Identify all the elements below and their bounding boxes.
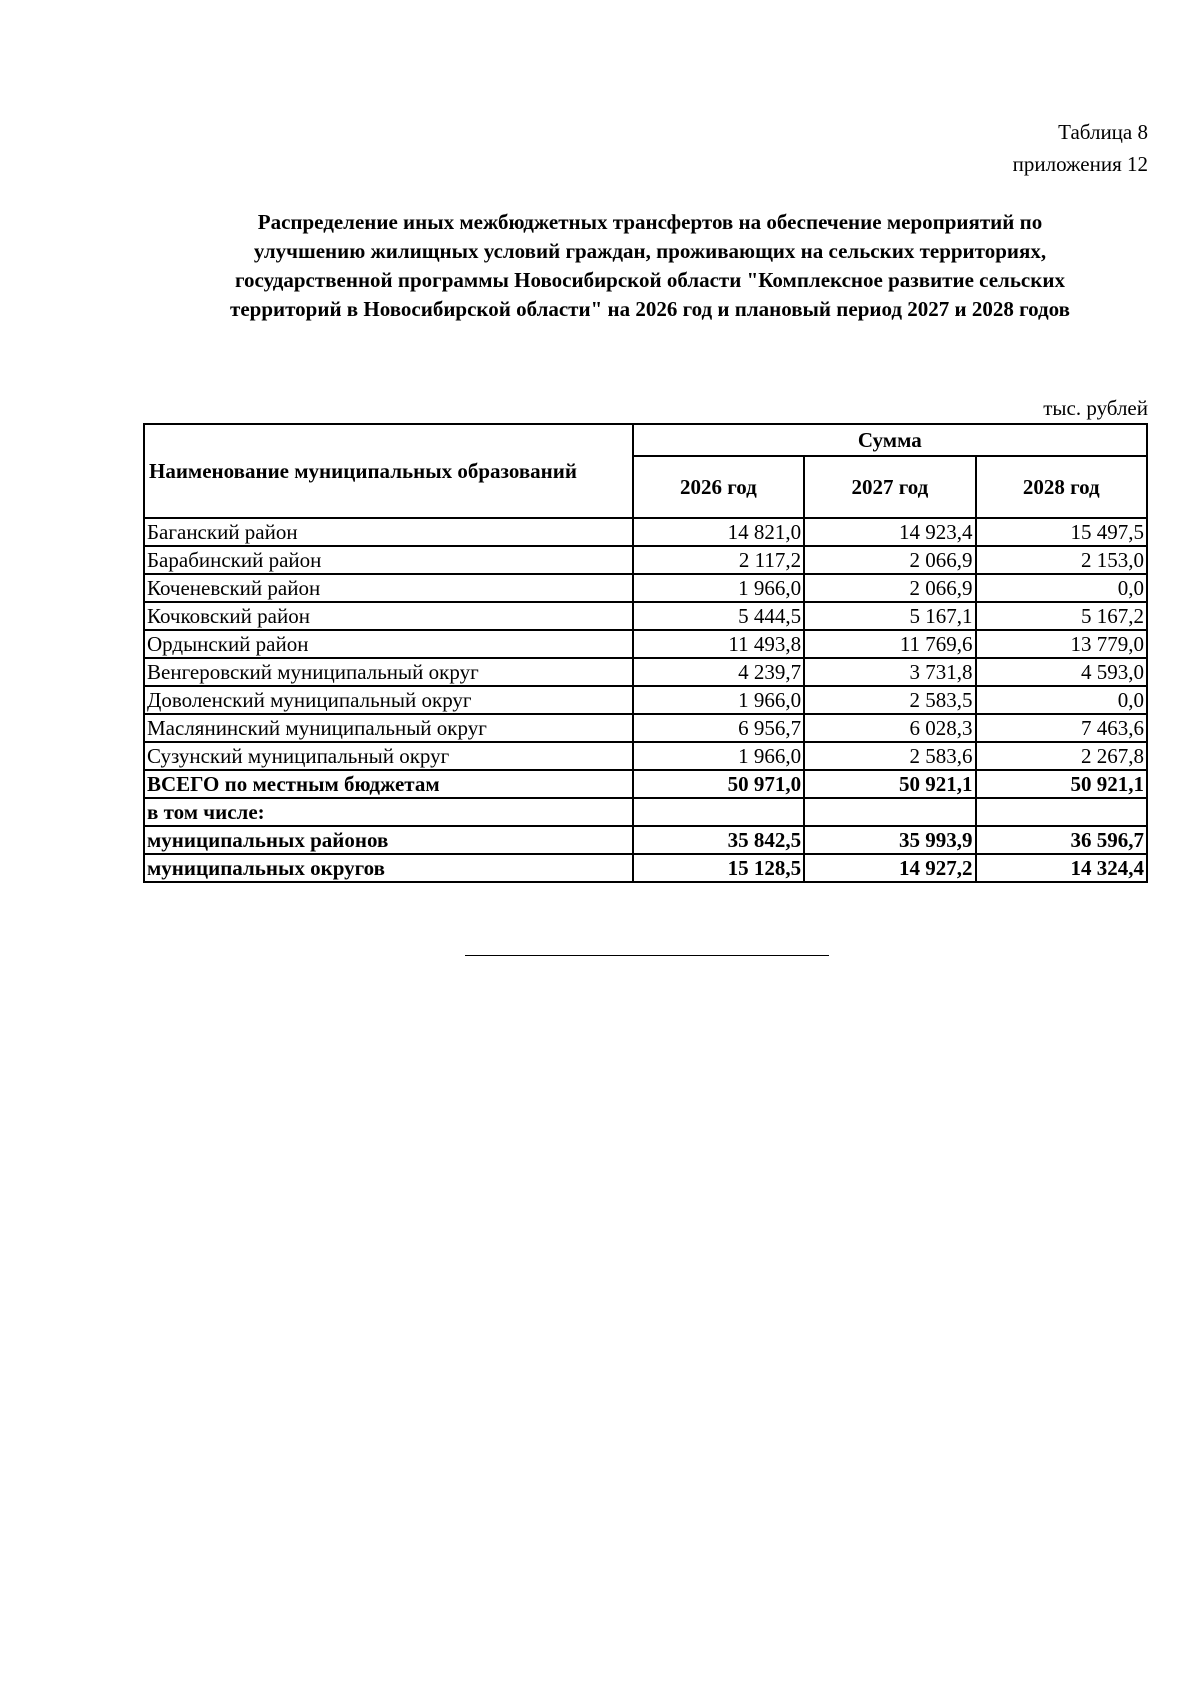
value-2028: 0,0 xyxy=(976,574,1147,602)
units-label: тыс. рублей xyxy=(1043,396,1148,420)
total-2026: 50 971,0 xyxy=(633,770,804,798)
empty-cell xyxy=(633,798,804,826)
value-2026: 1 966,0 xyxy=(633,686,804,714)
appendix-label: приложения 12 xyxy=(1012,152,1148,176)
table-row xyxy=(144,714,1147,742)
value-2026: 1 966,0 xyxy=(633,574,804,602)
year-header-2028: 2028 год xyxy=(976,456,1147,518)
row-name: Венгеровский муниципальный округ xyxy=(144,658,633,686)
name-column-header: Наименование муниципальных образований xyxy=(144,424,633,518)
year-header-2026: 2026 год xyxy=(633,456,804,518)
title-line: Распределение иных межбюджетных трансфертов на обеспечение мероприятий по xyxy=(257,210,1043,234)
table-row xyxy=(144,658,1147,686)
row-name: Барабинский район xyxy=(144,546,633,574)
sum-column-header: Сумма xyxy=(633,424,1147,456)
including-row xyxy=(144,798,1147,826)
value-2028: 13 779,0 xyxy=(976,630,1147,658)
table-row xyxy=(144,546,1147,574)
total-2028: 50 921,1 xyxy=(976,770,1147,798)
table-header-row xyxy=(144,424,1147,456)
table-row xyxy=(144,574,1147,602)
value-2028: 15 497,5 xyxy=(976,518,1147,546)
subtotal-2027: 14 927,2 xyxy=(804,854,975,882)
table-row xyxy=(144,686,1147,714)
value-2027: 6 028,3 xyxy=(804,714,975,742)
including-label: в том числе: xyxy=(144,798,633,826)
value-2027: 11 769,6 xyxy=(804,630,975,658)
document-header xyxy=(1013,116,1148,180)
value-2027: 2 583,5 xyxy=(804,686,975,714)
title-line: государственной программы Новосибирской области "Комплексное развитие сельских xyxy=(235,268,1065,292)
row-name: Коченевский район xyxy=(144,574,633,602)
value-2027: 14 923,4 xyxy=(804,518,975,546)
subtotal-2026: 35 842,5 xyxy=(633,826,804,854)
value-2026: 14 821,0 xyxy=(633,518,804,546)
value-2026: 2 117,2 xyxy=(633,546,804,574)
value-2027: 3 731,8 xyxy=(804,658,975,686)
row-name: Маслянинский муниципальный округ xyxy=(144,714,633,742)
value-2026: 11 493,8 xyxy=(633,630,804,658)
subtotal-label: муниципальных районов xyxy=(144,826,633,854)
year-header-2027: 2027 год xyxy=(804,456,975,518)
row-name: Доволенский муниципальный округ xyxy=(144,686,633,714)
subtotal-2028: 14 324,4 xyxy=(976,854,1147,882)
table-row xyxy=(144,630,1147,658)
total-label: ВСЕГО по местным бюджетам xyxy=(144,770,633,798)
value-2027: 5 167,1 xyxy=(804,602,975,630)
value-2028: 7 463,6 xyxy=(976,714,1147,742)
table-row xyxy=(144,518,1147,546)
footer-divider xyxy=(465,955,829,956)
title-line: улучшению жилищных условий граждан, проживающих на сельских территориях, xyxy=(253,239,1047,263)
row-name: Баганский район xyxy=(144,518,633,546)
subtotal-row-okrugs xyxy=(144,854,1147,882)
value-2026: 5 444,5 xyxy=(633,602,804,630)
subtotal-row-districts xyxy=(144,826,1147,854)
value-2026: 6 956,7 xyxy=(633,714,804,742)
subtotal-2027: 35 993,9 xyxy=(804,826,975,854)
total-row xyxy=(144,770,1147,798)
subtotal-2028: 36 596,7 xyxy=(976,826,1147,854)
value-2027: 2 066,9 xyxy=(804,546,975,574)
row-name: Сузунский муниципальный округ xyxy=(144,742,633,770)
row-name: Ордынский район xyxy=(144,630,633,658)
value-2028: 5 167,2 xyxy=(976,602,1147,630)
value-2028: 0,0 xyxy=(976,686,1147,714)
title-line: территорий в Новосибирской области" на 2026 год и плановый период 2027 и 2028 годов xyxy=(230,297,1070,321)
table-row xyxy=(144,602,1147,630)
row-name: Кочковский район xyxy=(144,602,633,630)
empty-cell xyxy=(804,798,975,826)
document-title xyxy=(140,208,1160,324)
total-2027: 50 921,1 xyxy=(804,770,975,798)
subtotal-2026: 15 128,5 xyxy=(633,854,804,882)
empty-cell xyxy=(976,798,1147,826)
distribution-table xyxy=(143,423,1148,883)
table-number-label: Таблица 8 xyxy=(1058,120,1148,144)
value-2028: 4 593,0 xyxy=(976,658,1147,686)
table-row xyxy=(144,742,1147,770)
value-2026: 1 966,0 xyxy=(633,742,804,770)
value-2028: 2 267,8 xyxy=(976,742,1147,770)
value-2027: 2 066,9 xyxy=(804,574,975,602)
subtotal-label: муниципальных округов xyxy=(144,854,633,882)
value-2026: 4 239,7 xyxy=(633,658,804,686)
value-2028: 2 153,0 xyxy=(976,546,1147,574)
value-2027: 2 583,6 xyxy=(804,742,975,770)
